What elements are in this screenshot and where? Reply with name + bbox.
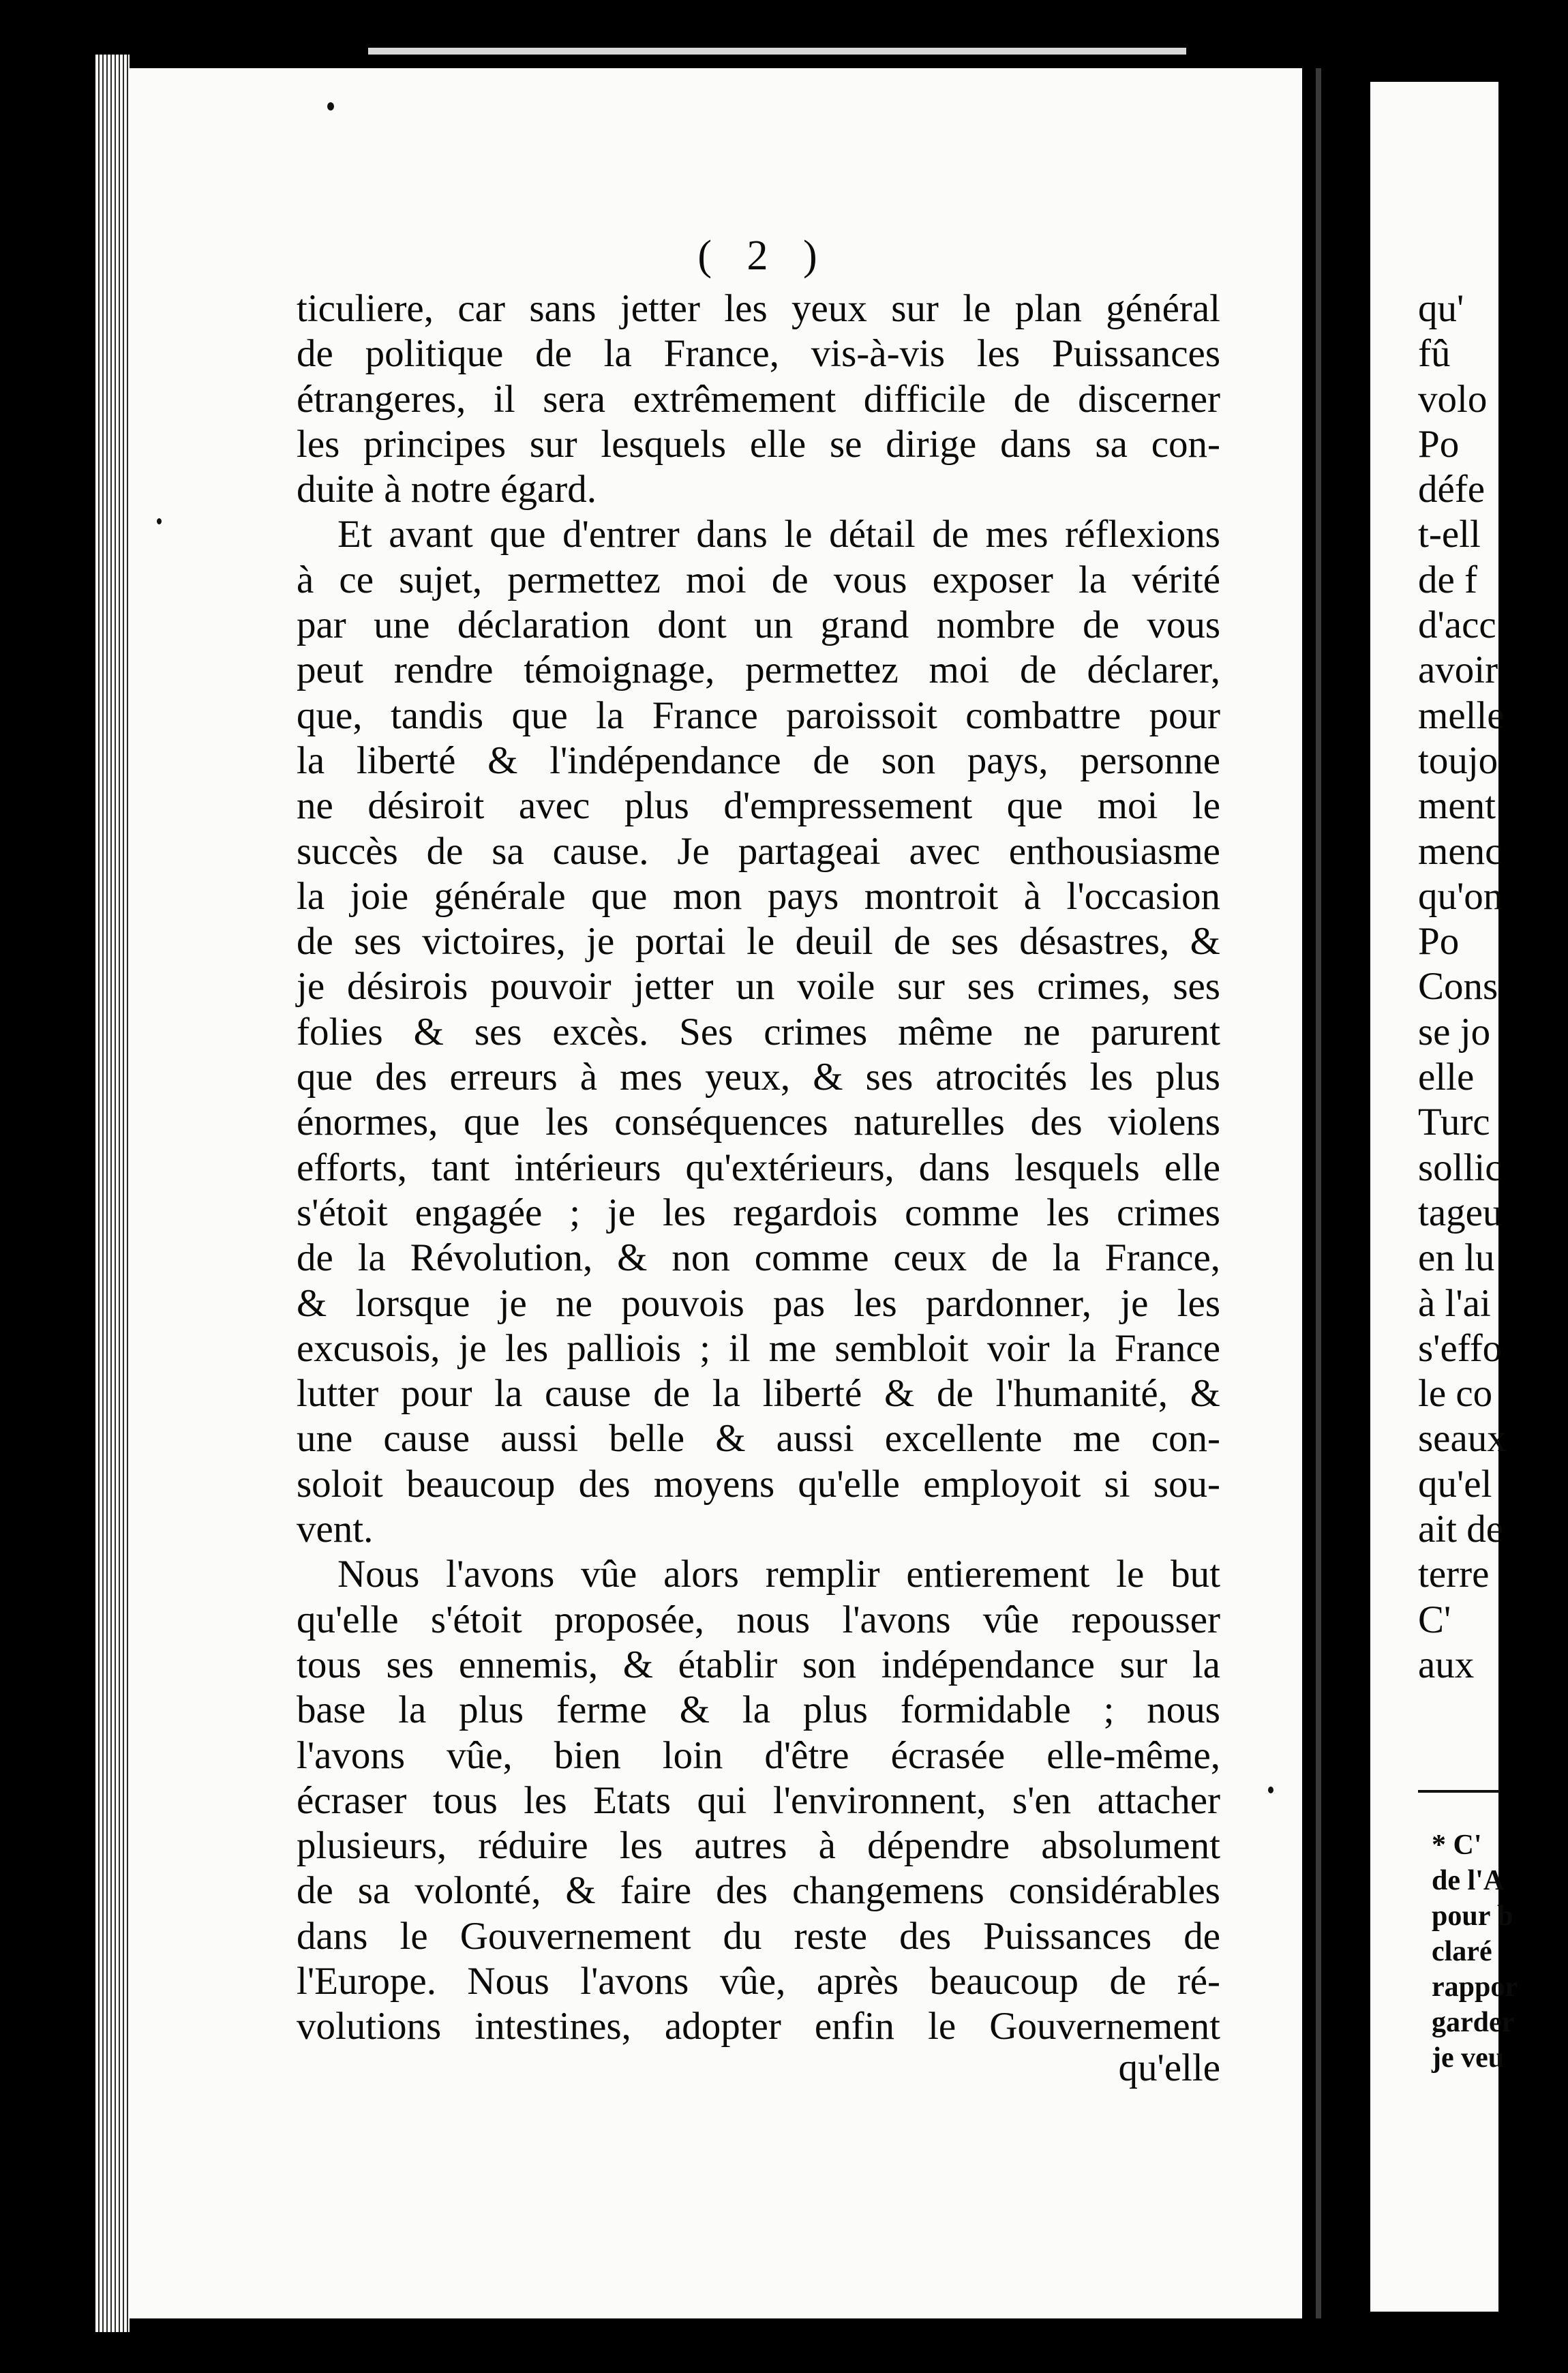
facing-text-fragment: ment xyxy=(1418,784,1496,828)
facing-footnote-fragment: rappor xyxy=(1432,1971,1518,2003)
text-line: excusois, je les palliois ; il me sembloit voir la France xyxy=(297,1326,1220,1370)
ink-speck xyxy=(327,102,334,110)
ink-speck xyxy=(1268,1787,1273,1793)
facing-text-fragment: aux xyxy=(1418,1643,1475,1686)
text-line: plusieurs, réduire les autres à dépendre absolument xyxy=(297,1824,1220,1868)
facing-text-fragment: Turc xyxy=(1418,1101,1490,1144)
facing-text-fragment: se jo xyxy=(1418,1010,1491,1054)
page-gutter xyxy=(1316,68,1321,2318)
facing-text-fragment: avoir xyxy=(1418,648,1498,692)
text-line: la joie générale que mon pays montroit à l'occasion xyxy=(297,874,1220,918)
text-line: que des erreurs à mes yeux, & ses atrocités les plus xyxy=(297,1056,1220,1099)
facing-text-fragment: melle xyxy=(1418,693,1505,737)
facing-text-fragment: s'effo xyxy=(1418,1326,1503,1370)
text-line: duite à notre égard. xyxy=(297,468,597,511)
facing-text-fragment: qu'el xyxy=(1418,1462,1492,1506)
facing-footnote-fragment: garder xyxy=(1432,2007,1515,2038)
body-text xyxy=(297,286,1220,2050)
text-line: je désirois pouvoir jetter un voile sur ses crimes, ses xyxy=(297,965,1220,1009)
text-line: dans le Gouvernement du reste des Puissances de xyxy=(297,1914,1220,1958)
facing-text-fragment: C' xyxy=(1418,1598,1451,1641)
facing-page-text xyxy=(1418,286,1554,1688)
facing-text-fragment: volo xyxy=(1418,377,1488,421)
facing-text-fragment: menc xyxy=(1418,829,1503,873)
text-line: écraser tous les Etats qui l'environnent, s'en attacher xyxy=(297,1778,1220,1822)
text-line: soloit beaucoup des moyens qu'elle employoit si sou- xyxy=(297,1462,1220,1506)
text-line: énormes, que les conséquences naturelles des violens xyxy=(297,1101,1220,1144)
text-line: volutions intestines, adopter enfin le Gouvernement xyxy=(297,2005,1220,2048)
text-line: de sa volonté, & faire des changemens considérables xyxy=(297,1869,1220,1913)
facing-footnote-fragment: * C' xyxy=(1432,1830,1482,1861)
text-line: qu'elle s'étoit proposée, nous l'avons vûe repousser xyxy=(297,1598,1220,1641)
text-line: ticuliere, car sans jetter les yeux sur le plan général xyxy=(297,287,1220,330)
facing-page xyxy=(1370,82,1518,2312)
facing-text-fragment: seaux xyxy=(1418,1417,1507,1461)
facing-text-fragment: défe xyxy=(1418,468,1486,511)
text-line: ne désiroit avec plus d'empressement que moi le xyxy=(297,784,1220,828)
facing-text-fragment: fû xyxy=(1418,332,1451,376)
text-line: efforts, tant intérieurs qu'extérieurs, dans lesquels elle xyxy=(297,1146,1220,1189)
text-line: par une déclaration dont un grand nombre de vous xyxy=(297,603,1220,647)
text-line: de politique de la France, vis-à-vis les Puissances xyxy=(297,332,1220,376)
facing-text-fragment: toujo xyxy=(1418,738,1498,782)
text-line: que, tandis que la France paroissoit combattre pour xyxy=(297,693,1220,737)
facing-text-fragment: Po xyxy=(1418,422,1460,466)
text-line: s'étoit engagée ; je les regardois comme les crimes xyxy=(297,1191,1220,1234)
text-line: folies & ses excès. Ses crimes même ne parurent xyxy=(297,1010,1220,1054)
facing-footnote-fragment: je veu xyxy=(1432,2042,1505,2074)
facing-text-fragment: Po xyxy=(1418,920,1460,964)
top-edge-rule xyxy=(368,48,1186,55)
facing-text-fragment: elle xyxy=(1418,1056,1475,1099)
text-line: Nous l'avons vûe alors remplir entierement le but xyxy=(337,1553,1220,1596)
facing-text-fragment: sollic xyxy=(1418,1146,1503,1189)
text-line: base la plus ferme & la plus formidable ; nous xyxy=(297,1688,1220,1732)
facing-text-fragment: qu'on xyxy=(1418,874,1503,918)
text-line: de la Révolution, & non comme ceux de la France, xyxy=(297,1236,1220,1280)
catchword: qu'elle xyxy=(1118,2046,1220,2089)
facing-text-fragment: ait de xyxy=(1418,1508,1504,1551)
facing-text-fragment: de f xyxy=(1418,558,1478,601)
facing-footnote-fragment: claré xyxy=(1432,1936,1492,1967)
facing-text-fragment: qu' xyxy=(1418,287,1464,330)
text-line: lutter pour la cause de la liberté & de l'humanité, & xyxy=(297,1372,1220,1416)
footnote-rule xyxy=(1418,1790,1500,1793)
text-line: les principes sur lesquels elle se dirige dans sa con- xyxy=(297,422,1220,466)
text-line: l'Europe. Nous l'avons vûe, après beaucoup de ré- xyxy=(297,1959,1220,2003)
text-line: vent. xyxy=(297,1508,374,1551)
text-line: de ses victoires, je portai le deuil de ses désastres, & xyxy=(297,920,1220,964)
facing-footnote-fragment: pour b xyxy=(1432,1900,1513,1932)
text-line: étrangeres, il sera extrêmement difficile de discerner xyxy=(297,377,1220,421)
text-line: & lorsque je ne pouvois pas les pardonner, je les xyxy=(297,1281,1220,1325)
text-line: tous ses ennemis, & établir son indépendance sur la xyxy=(297,1643,1220,1686)
facing-text-fragment: à l'ai xyxy=(1418,1281,1491,1325)
text-line: une cause aussi belle & aussi excellente me con- xyxy=(297,1417,1220,1461)
facing-text-fragment: d'acc xyxy=(1418,603,1496,647)
facing-text-fragment: Cons xyxy=(1418,965,1498,1009)
text-line: Et avant que d'entrer dans le détail de mes réflexions xyxy=(337,513,1220,556)
facing-text-fragment: en lu xyxy=(1418,1236,1495,1280)
facing-page-footnotes xyxy=(1432,1827,1568,2076)
facing-text-fragment: t-ell xyxy=(1418,513,1481,556)
text-line: succès de sa cause. Je partageai avec enthousiasme xyxy=(297,829,1220,873)
ink-speck xyxy=(157,518,162,524)
text-line: à ce sujet, permettez moi de vous exposer la vérité xyxy=(297,558,1220,601)
facing-text-fragment: terre xyxy=(1418,1553,1490,1596)
page-number: ( 2 ) xyxy=(697,233,830,279)
text-line: peut rendre témoignage, permettez moi de déclarer, xyxy=(297,648,1220,692)
facing-text-fragment: le co xyxy=(1418,1372,1493,1416)
page-edges xyxy=(95,55,130,2332)
facing-footnote-fragment: de l'A xyxy=(1432,1865,1505,1896)
facing-text-fragment: tageu xyxy=(1418,1191,1503,1234)
text-line: la liberté & l'indépendance de son pays, personne xyxy=(297,738,1220,782)
text-line: l'avons vûe, bien loin d'être écrasée elle-même, xyxy=(297,1733,1220,1777)
